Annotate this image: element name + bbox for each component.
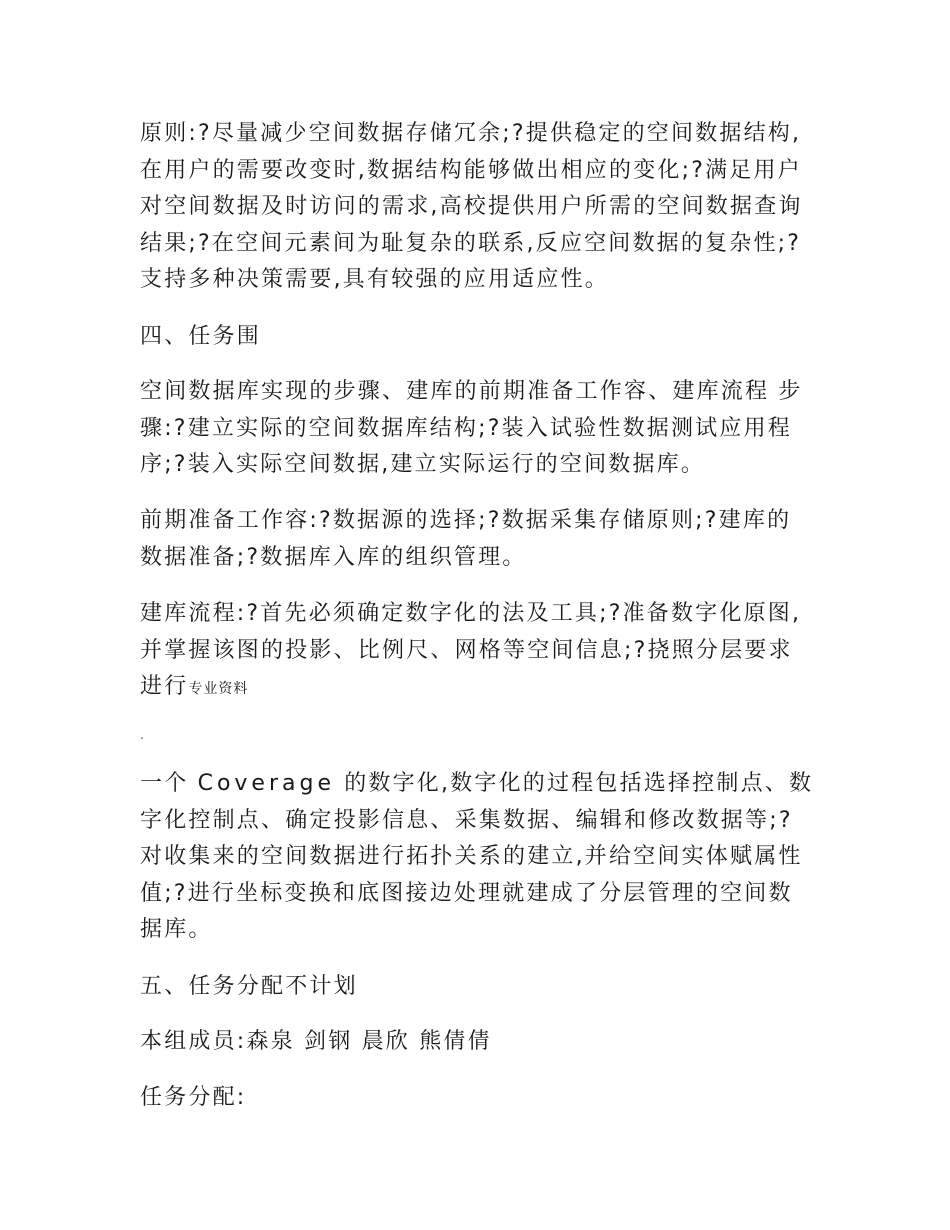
paragraph-line: 序;?装入实际空间数据,建立实际运行的空间数据库。 bbox=[140, 452, 706, 477]
paragraph-line: 字化控制点、确定投影信息、采集数据、编辑和修改数据等;? bbox=[140, 807, 793, 833]
paragraph-line: 原则:?尽量减少空间数据存储冗余;?提供稳定的空间数据结构, bbox=[140, 121, 802, 146]
paragraph-line bbox=[140, 766, 830, 803]
footer-note: 专业资料 bbox=[188, 681, 249, 697]
task-assignment-label bbox=[140, 1080, 830, 1117]
principles-paragraph bbox=[140, 116, 830, 299]
digitization-paragraph bbox=[140, 766, 830, 949]
paragraph-line: 建库流程:?首先必须确定数字化的法及工具;?准备数字化原图, bbox=[140, 601, 802, 626]
page-break-dot: . bbox=[140, 728, 144, 742]
paragraph-line: 并掌握该图的投影、比例尺、网格等空间信息;?挠照分层要求 bbox=[140, 637, 793, 663]
coverage-term: Coverage bbox=[197, 771, 335, 796]
paragraph-line bbox=[140, 669, 830, 706]
paragraph-line: 结果;?在空间元素间为耻复杂的联系,反应空间数据的复杂性;? bbox=[140, 230, 802, 256]
implementation-steps-paragraph bbox=[140, 374, 830, 484]
paragraph-line: 据库。 bbox=[140, 917, 213, 942]
paragraph-line: 前期准备工作容:?数据源的选择;?数据采集存储原则;?建库的 bbox=[140, 508, 792, 533]
heading-text: 四、任务围 bbox=[140, 324, 262, 349]
section-heading-5 bbox=[140, 969, 830, 1006]
paragraph-text: 的数字化,数字化的过程包括选择控制点、数 bbox=[335, 771, 814, 796]
paragraph-text: 进行 bbox=[140, 674, 189, 699]
paragraph-line: 骤:?建立实际的空间数据库结构;?装入试验性数据测试应用程 bbox=[140, 415, 792, 441]
paragraph-line: 对收集来的空间数据进行拓扑关系的建立,并给空间实体赋属性 bbox=[140, 844, 803, 869]
heading-text: 五、任务分配不计划 bbox=[140, 974, 358, 999]
paragraph-line: 空间数据库实现的步骤、建库的前期准备工作容、建库流程 步 bbox=[140, 379, 803, 404]
assignment-text: 任务分配: bbox=[140, 1085, 247, 1110]
paragraph-line: 值;?进行坐标变换和底图接边处理就建成了分层管理的空间数 bbox=[140, 880, 793, 906]
workflow-paragraph bbox=[140, 596, 830, 706]
paragraph-line: 对空间数据及时访问的需求,高校提供用户所需的空间数据查询 bbox=[140, 194, 803, 219]
section-heading-4 bbox=[140, 319, 830, 356]
preparation-paragraph bbox=[140, 503, 830, 576]
team-members bbox=[140, 1024, 830, 1061]
members-text: 本组成员:森泉 剑钢 晨欣 熊倩倩 bbox=[140, 1029, 492, 1054]
paragraph-line: 在用户的需要改变时,数据结构能够做出相应的变化;?满足用户 bbox=[140, 157, 802, 183]
paragraph-line: 支持多种决策需要,具有较强的应用适应性。 bbox=[140, 267, 609, 292]
paragraph-text: 一个 bbox=[140, 771, 198, 796]
paragraph-line: 数据准备;?数据库入库的组织管理。 bbox=[140, 544, 527, 570]
